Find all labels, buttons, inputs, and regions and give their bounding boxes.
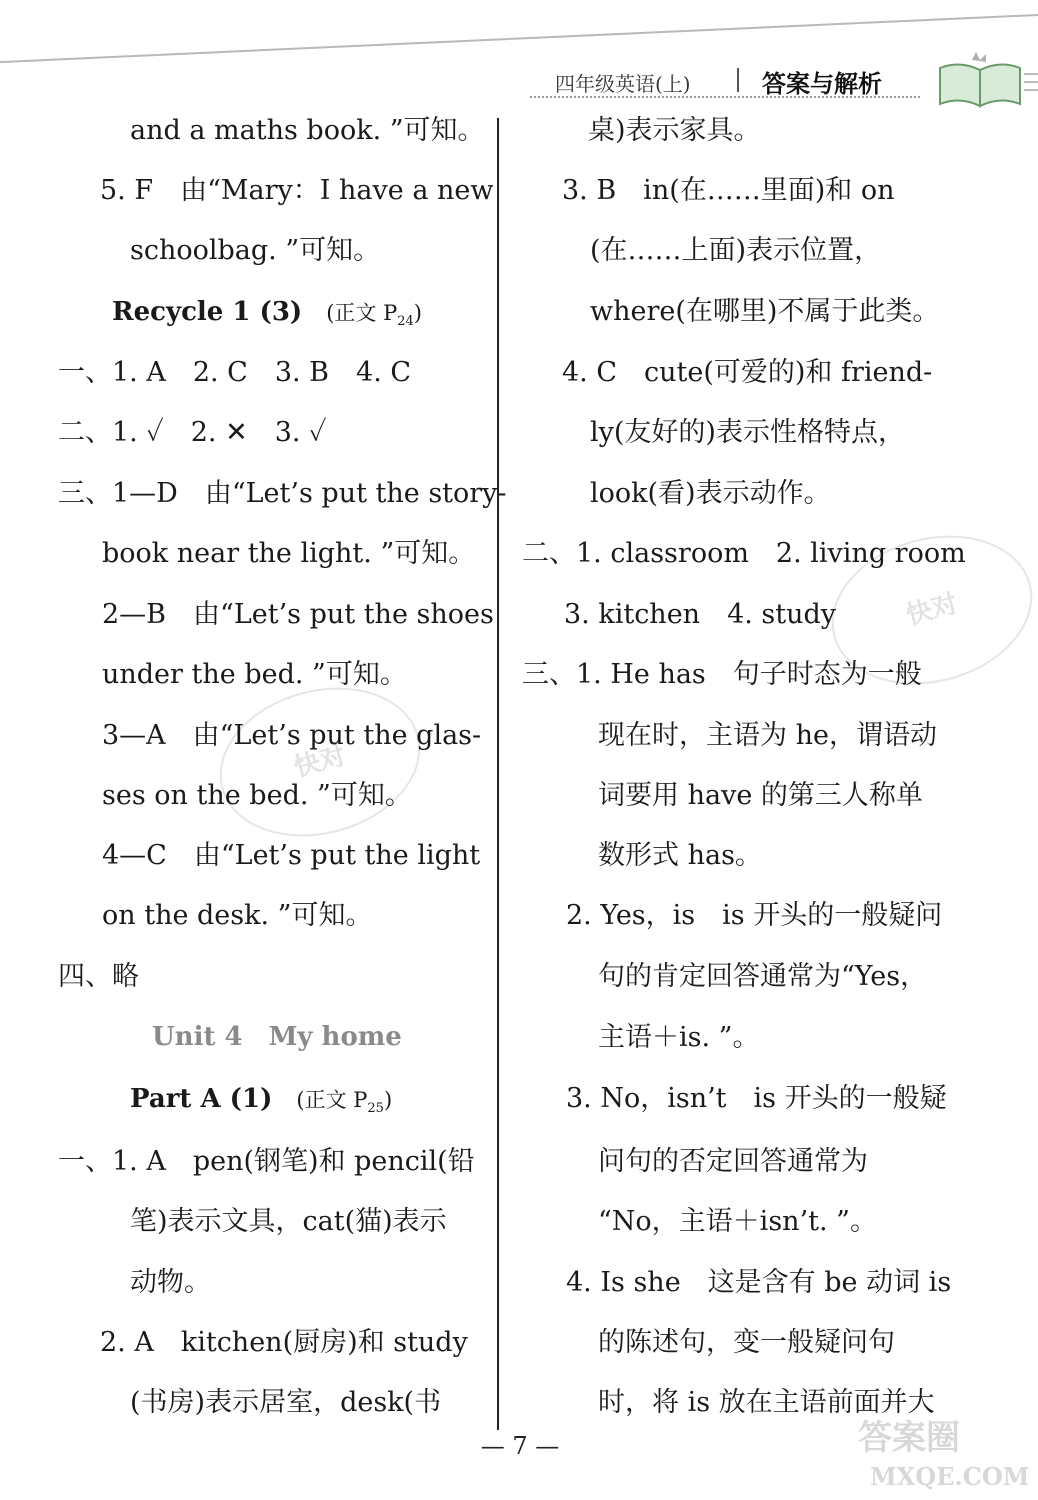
header-subject: 四年级英语(上): [555, 72, 691, 96]
answer-line: 四、略: [58, 961, 139, 992]
header-dotted-rule: [530, 96, 920, 98]
answer-line: 4—C 由“Let’s put the light: [102, 840, 481, 871]
section-heading: [112, 295, 422, 329]
answer-line: “No，主语＋isn’t. ”。: [598, 1206, 877, 1237]
answer-line: 3. No，isn’t is 开头的一般疑: [566, 1083, 947, 1114]
answer-line: 3. B in(在……里面)和 on: [562, 175, 895, 206]
answer-line: 2. A kitchen(厨房)和 study: [100, 1327, 468, 1358]
answer-line: where(在哪里)不属于此类。: [590, 296, 940, 327]
answer-line: 3. kitchen 4. study: [564, 599, 837, 630]
answer-line: 桌)表示家具。: [588, 115, 761, 146]
section-heading: [130, 1082, 392, 1116]
answer-line: 一、1. A pen(钢笔)和 pencil(铅: [58, 1146, 475, 1177]
header-separator: [737, 68, 739, 92]
book-logo-icon: [928, 50, 1038, 110]
answer-line: schoolbag. ”可知。: [130, 235, 381, 266]
answer-line: 4. C cute(可爱的)和 friend-: [562, 357, 933, 388]
answer-line: 5. F 由“Mary：I have a new: [100, 175, 494, 206]
answer-line: 3—A 由“Let’s put the glas-: [102, 720, 482, 751]
answer-line: 二、1. ✓ 2. ✕ 3. ✓: [58, 417, 327, 448]
answer-line: on the desk. ”可知。: [102, 900, 373, 931]
answer-line: 一、1. A 2. C 3. B 4. C: [58, 357, 412, 388]
header-title: 答案与解析: [762, 69, 882, 98]
answer-line: under the bed. ”可知。: [102, 659, 407, 690]
column-divider: [497, 118, 499, 1430]
answer-line: 二、1. classroom 2. living room: [522, 538, 966, 569]
answer-line: 问句的否定回答通常为: [598, 1146, 868, 1177]
answer-line: 词要用 have 的第三人称单: [598, 780, 923, 811]
answer-line: 现在时，主语为 he，谓语动: [598, 720, 937, 751]
answer-line: 句的肯定回答通常为“Yes，: [598, 961, 928, 992]
footer-watermark-url: MXQE.COM: [870, 1462, 1030, 1491]
answer-line: 动物。: [130, 1267, 211, 1298]
answer-line: 4. Is she 这是含有 be 动词 is: [566, 1267, 952, 1298]
answer-line: 数形式 has。: [598, 840, 762, 871]
answer-line: (在……上面)表示位置，: [590, 235, 882, 266]
answer-line: 2. Yes，is is 开头的一般疑问: [566, 900, 943, 931]
watermark-stamp: 快对: [203, 666, 437, 858]
answer-line: look(看)表示动作。: [590, 478, 831, 509]
answer-line: ly(友好的)表示性格特点，: [590, 417, 905, 448]
watermark-stamp: 快对: [815, 514, 1038, 706]
unit-title: Unit 4 My home: [152, 1022, 402, 1052]
section-heading-title: Recycle 1 (3): [112, 297, 303, 327]
answer-line: 笔)表示文具，cat(猫)表示: [130, 1206, 447, 1237]
answer-line: 三、1—D 由“Let’s put the story-: [58, 478, 507, 509]
page-reference: (正文 $P_{25}$): [296, 1088, 393, 1117]
answer-line: (书房)表示居室，desk(书: [130, 1387, 442, 1418]
answer-line: ses on the bed. ”可知。: [102, 780, 412, 811]
header-rule: [0, 12, 1038, 64]
answer-line: 的陈述句，变一般疑问句: [598, 1327, 895, 1358]
answer-line: 2—B 由“Let’s put the shoes: [102, 599, 494, 630]
page-reference: (正文 $P_{24}$): [326, 301, 422, 330]
answer-line: 三、1. He has 句子时态为一般: [522, 659, 922, 690]
answer-line: 时，将 is 放在主语前面并大: [598, 1387, 935, 1418]
footer-watermark: 答案圈: [858, 1418, 960, 1458]
answer-line: and a maths book. ”可知。: [130, 115, 485, 146]
section-heading-title: Part A (1): [130, 1084, 273, 1114]
answer-line: 主语＋is. ”。: [598, 1022, 760, 1053]
page-number: — 7 —: [480, 1432, 560, 1460]
answer-line: book near the light. ”可知。: [102, 538, 476, 569]
